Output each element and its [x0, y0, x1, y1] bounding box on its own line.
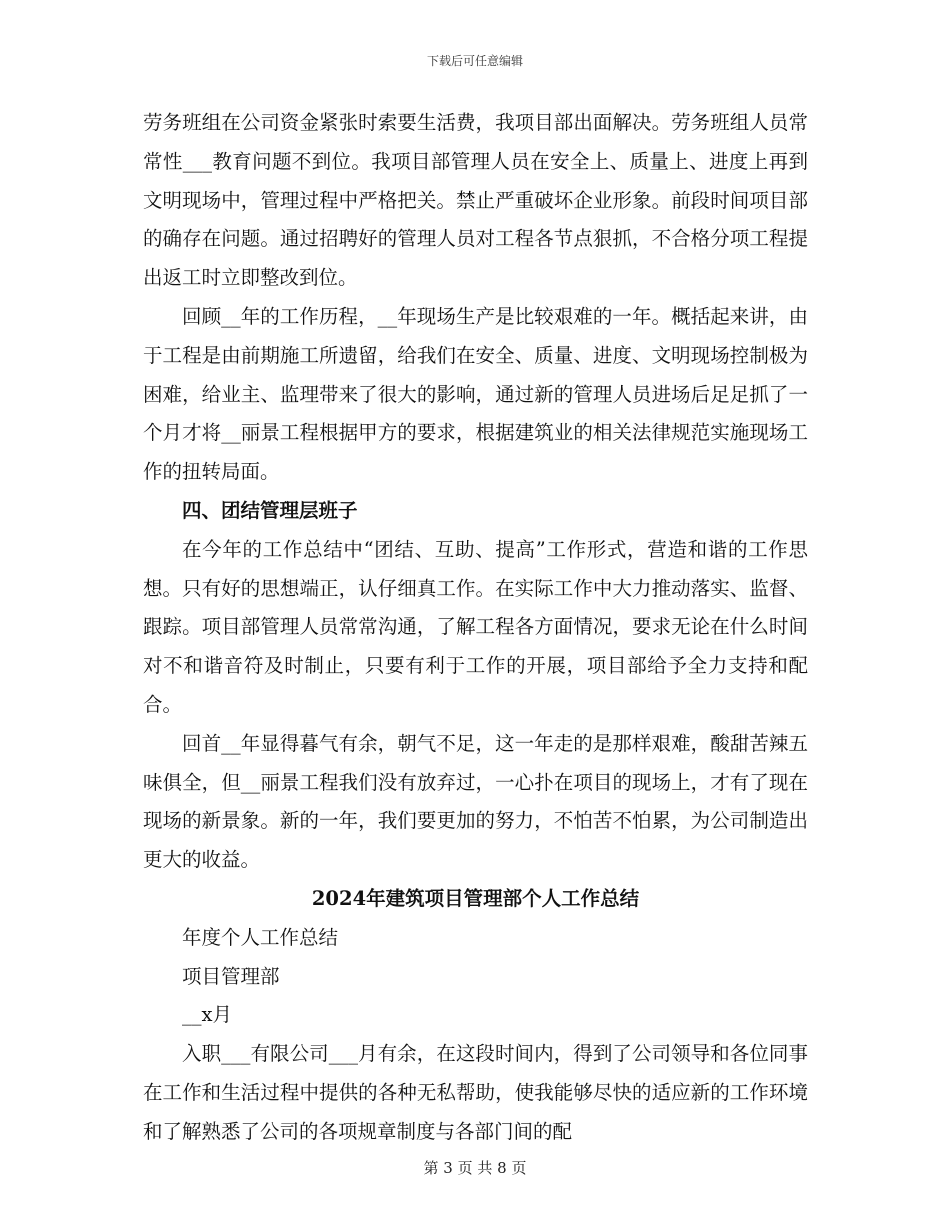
subtitle-annual-summary: 年度个人工作总结 — [182, 925, 339, 949]
page-footer: 第 3 页 共 8 页 — [423, 1159, 527, 1177]
paragraph-unity: 在今年的工作总结中“团结、互助、提高”工作形式，营造和谐的工作思想。只有好的思想端正，认仔细真工作。在实际工作中大力推动落实、监督、跟踪。项目部管理人员常常沟通，了解工程各方面情况，要求无论在什么时间对不和谐音符及时制止，只要有利于工作的开展，项目部给予全力支持和配合。 — [143, 537, 808, 716]
paragraph-look-back: 回首__年显得暮气有余，朝气不足，这一年走的是那样艰难，酸甜苦辣五味俱全，但__丽景工程我们没有放弃过，一心扑在项目的现场上，才有了现在现场的新景象。新的一年，我们要更加的努力，不怕苦不怕累，为公司制造出更大的收益。 — [143, 731, 808, 872]
paragraph-review-year: 回顾__年的工作历程，__年现场生产是比较艰难的一年。概括起来讲，由于工程是由前期施工所遗留，给我们在安全、质量、进度、文明现场控制极为困难，给业主、监理带来了很大的影响，通过新的管理人员进场后足足抓了一个月才将__丽景工程根据甲方的要求，根据建筑业的相关法律规范实施现场工作的扭转局面。 — [143, 304, 808, 484]
paragraph-labor-team: 劳务班组在公司资金紧张时索要生活费，我项目部出面解决。劳务班组人员常常性___教育问题不到位。我项目部管理人员在安全上、质量上、进度上再到文明现场中，管理过程中严格把关。禁止严重破坏企业形象。前段时间项目部的确存在问题。通过招聘好的管理人员对工程各节点狠抓，不合格分项工程提出返工时立即整改到位。 — [143, 111, 808, 290]
paragraph-onboarding: 入职___有限公司___月有余，在这段时间内，得到了公司领导和各位同事在工作和生活过程中提供的各种无私帮助，使我能够尽快的适应新的工作环境和了解熟悉了公司的各项规章制度与各部门间的配 — [143, 1042, 808, 1143]
document-body — [143, 104, 808, 1152]
section-heading-unity: 四、团结管理层班子 — [182, 498, 358, 522]
document-title: 2024年建筑项目管理部个人工作总结 — [311, 886, 640, 910]
subtitle-department: 项目管理部 — [182, 964, 280, 988]
page-header: 下载后可任意编辑 — [426, 54, 523, 68]
subtitle-month: __x月 — [182, 1003, 232, 1027]
